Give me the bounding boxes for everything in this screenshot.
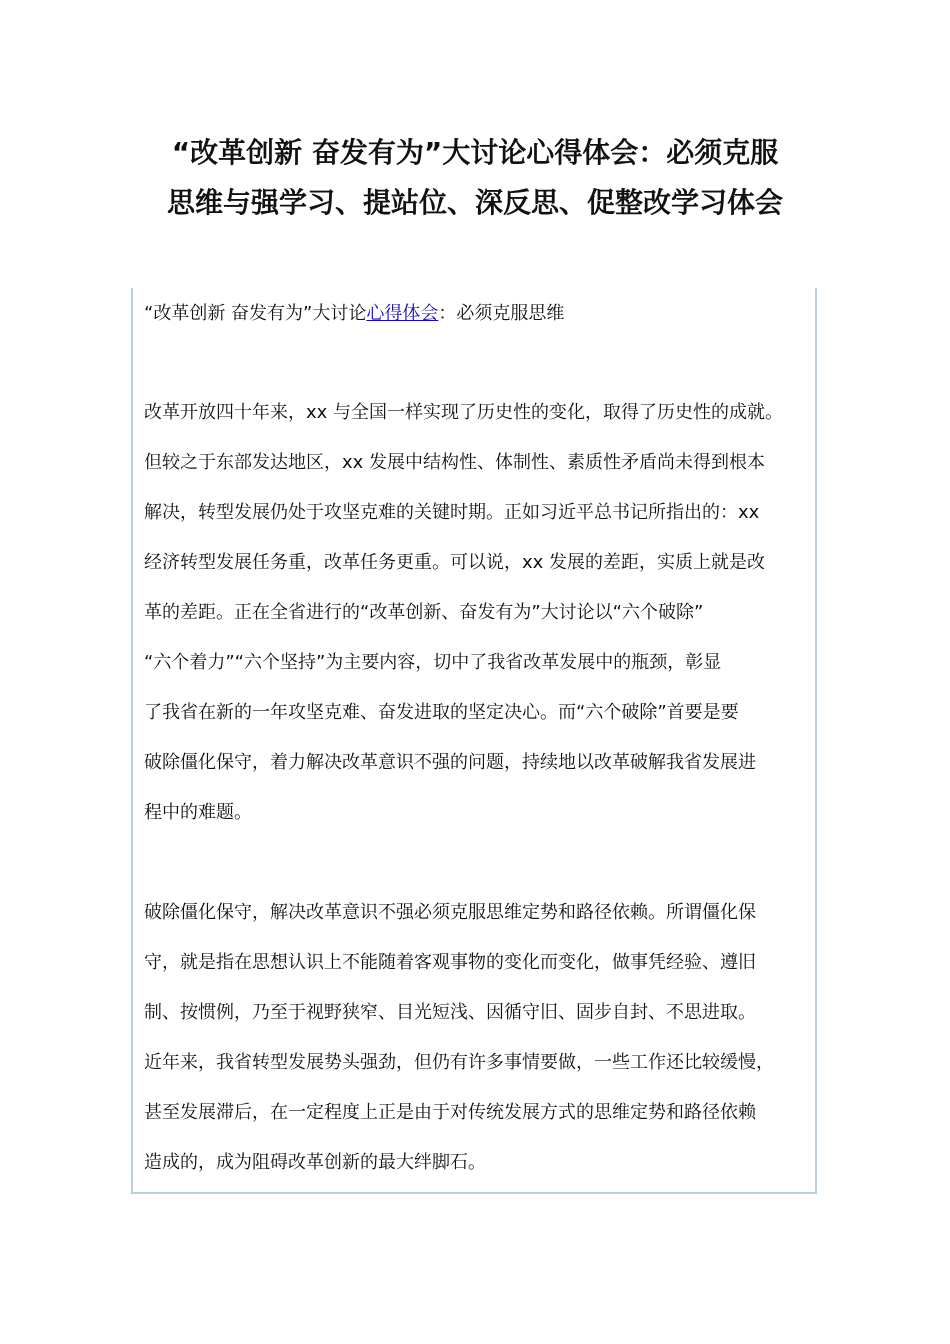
- paragraph-line: 解决，转型发展仍处于攻坚克难的关键时期。正如习近平总书记所指出的：xx: [144, 502, 760, 523]
- subheading-link[interactable]: 心得体会: [366, 303, 439, 324]
- subheading-suffix: ：必须克服思维: [438, 303, 565, 324]
- paragraph-line: 经济转型发展任务重，改革任务更重。可以说，xx 发展的差距，实质上就是改: [144, 552, 766, 573]
- article-subheading: [144, 296, 564, 332]
- paragraph-line: 守，就是指在思想认识上不能随着客观事物的变化而变化，做事凭经验、遵旧: [144, 952, 756, 973]
- title-line-2: 思维与强学习、提站位、深反思、促整改学习体会: [166, 186, 783, 219]
- paragraph-line: 了我省在新的一年攻坚克难、奋发进取的坚定决心。而“六个破除”首要是要: [144, 702, 739, 723]
- document-title: [0, 128, 950, 228]
- title-line-1: “改革创新 奋发有为”大讨论心得体会：必须克服: [171, 136, 779, 169]
- paragraph-line: 造成的，成为阻碍改革创新的最大绊脚石。: [144, 1152, 486, 1173]
- paragraph-line: 近年来，我省转型发展势头强劲，但仍有许多事情要做，一些工作还比较缓慢，: [144, 1052, 774, 1073]
- paragraph-line: 改革开放四十年来，xx 与全国一样实现了历史性的变化，取得了历史性的成就。: [144, 402, 784, 423]
- paragraph-line: 破除僵化保守，着力解决改革意识不强的问题，持续地以改革破解我省发展进: [144, 752, 756, 773]
- paragraph-line: 制、按惯例，乃至于视野狭窄、目光短浅、因循守旧、固步自封、不思进取。: [144, 1002, 756, 1023]
- subheading-prefix: “改革创新 奋发有为”大讨论: [144, 303, 367, 324]
- paragraph-line: 革的差距。正在全省进行的“改革创新、奋发有为”大讨论以“六个破除”: [144, 602, 704, 623]
- paragraph-1: [144, 388, 783, 838]
- paragraph-line: 程中的难题。: [144, 802, 252, 823]
- paragraph-line: “六个着力”“六个坚持”为主要内容，切中了我省改革发展中的瓶颈，彰显: [144, 652, 722, 673]
- paragraph-line: 但较之于东部发达地区，xx 发展中结构性、体制性、素质性矛盾尚未得到根本: [144, 452, 766, 473]
- paragraph-2: [144, 888, 774, 1188]
- paragraph-line: 破除僵化保守，解决改革意识不强必须克服思维定势和路径依赖。所谓僵化保: [144, 902, 756, 923]
- paragraph-line: 甚至发展滞后，在一定程度上正是由于对传统发展方式的思维定势和路径依赖: [144, 1102, 756, 1123]
